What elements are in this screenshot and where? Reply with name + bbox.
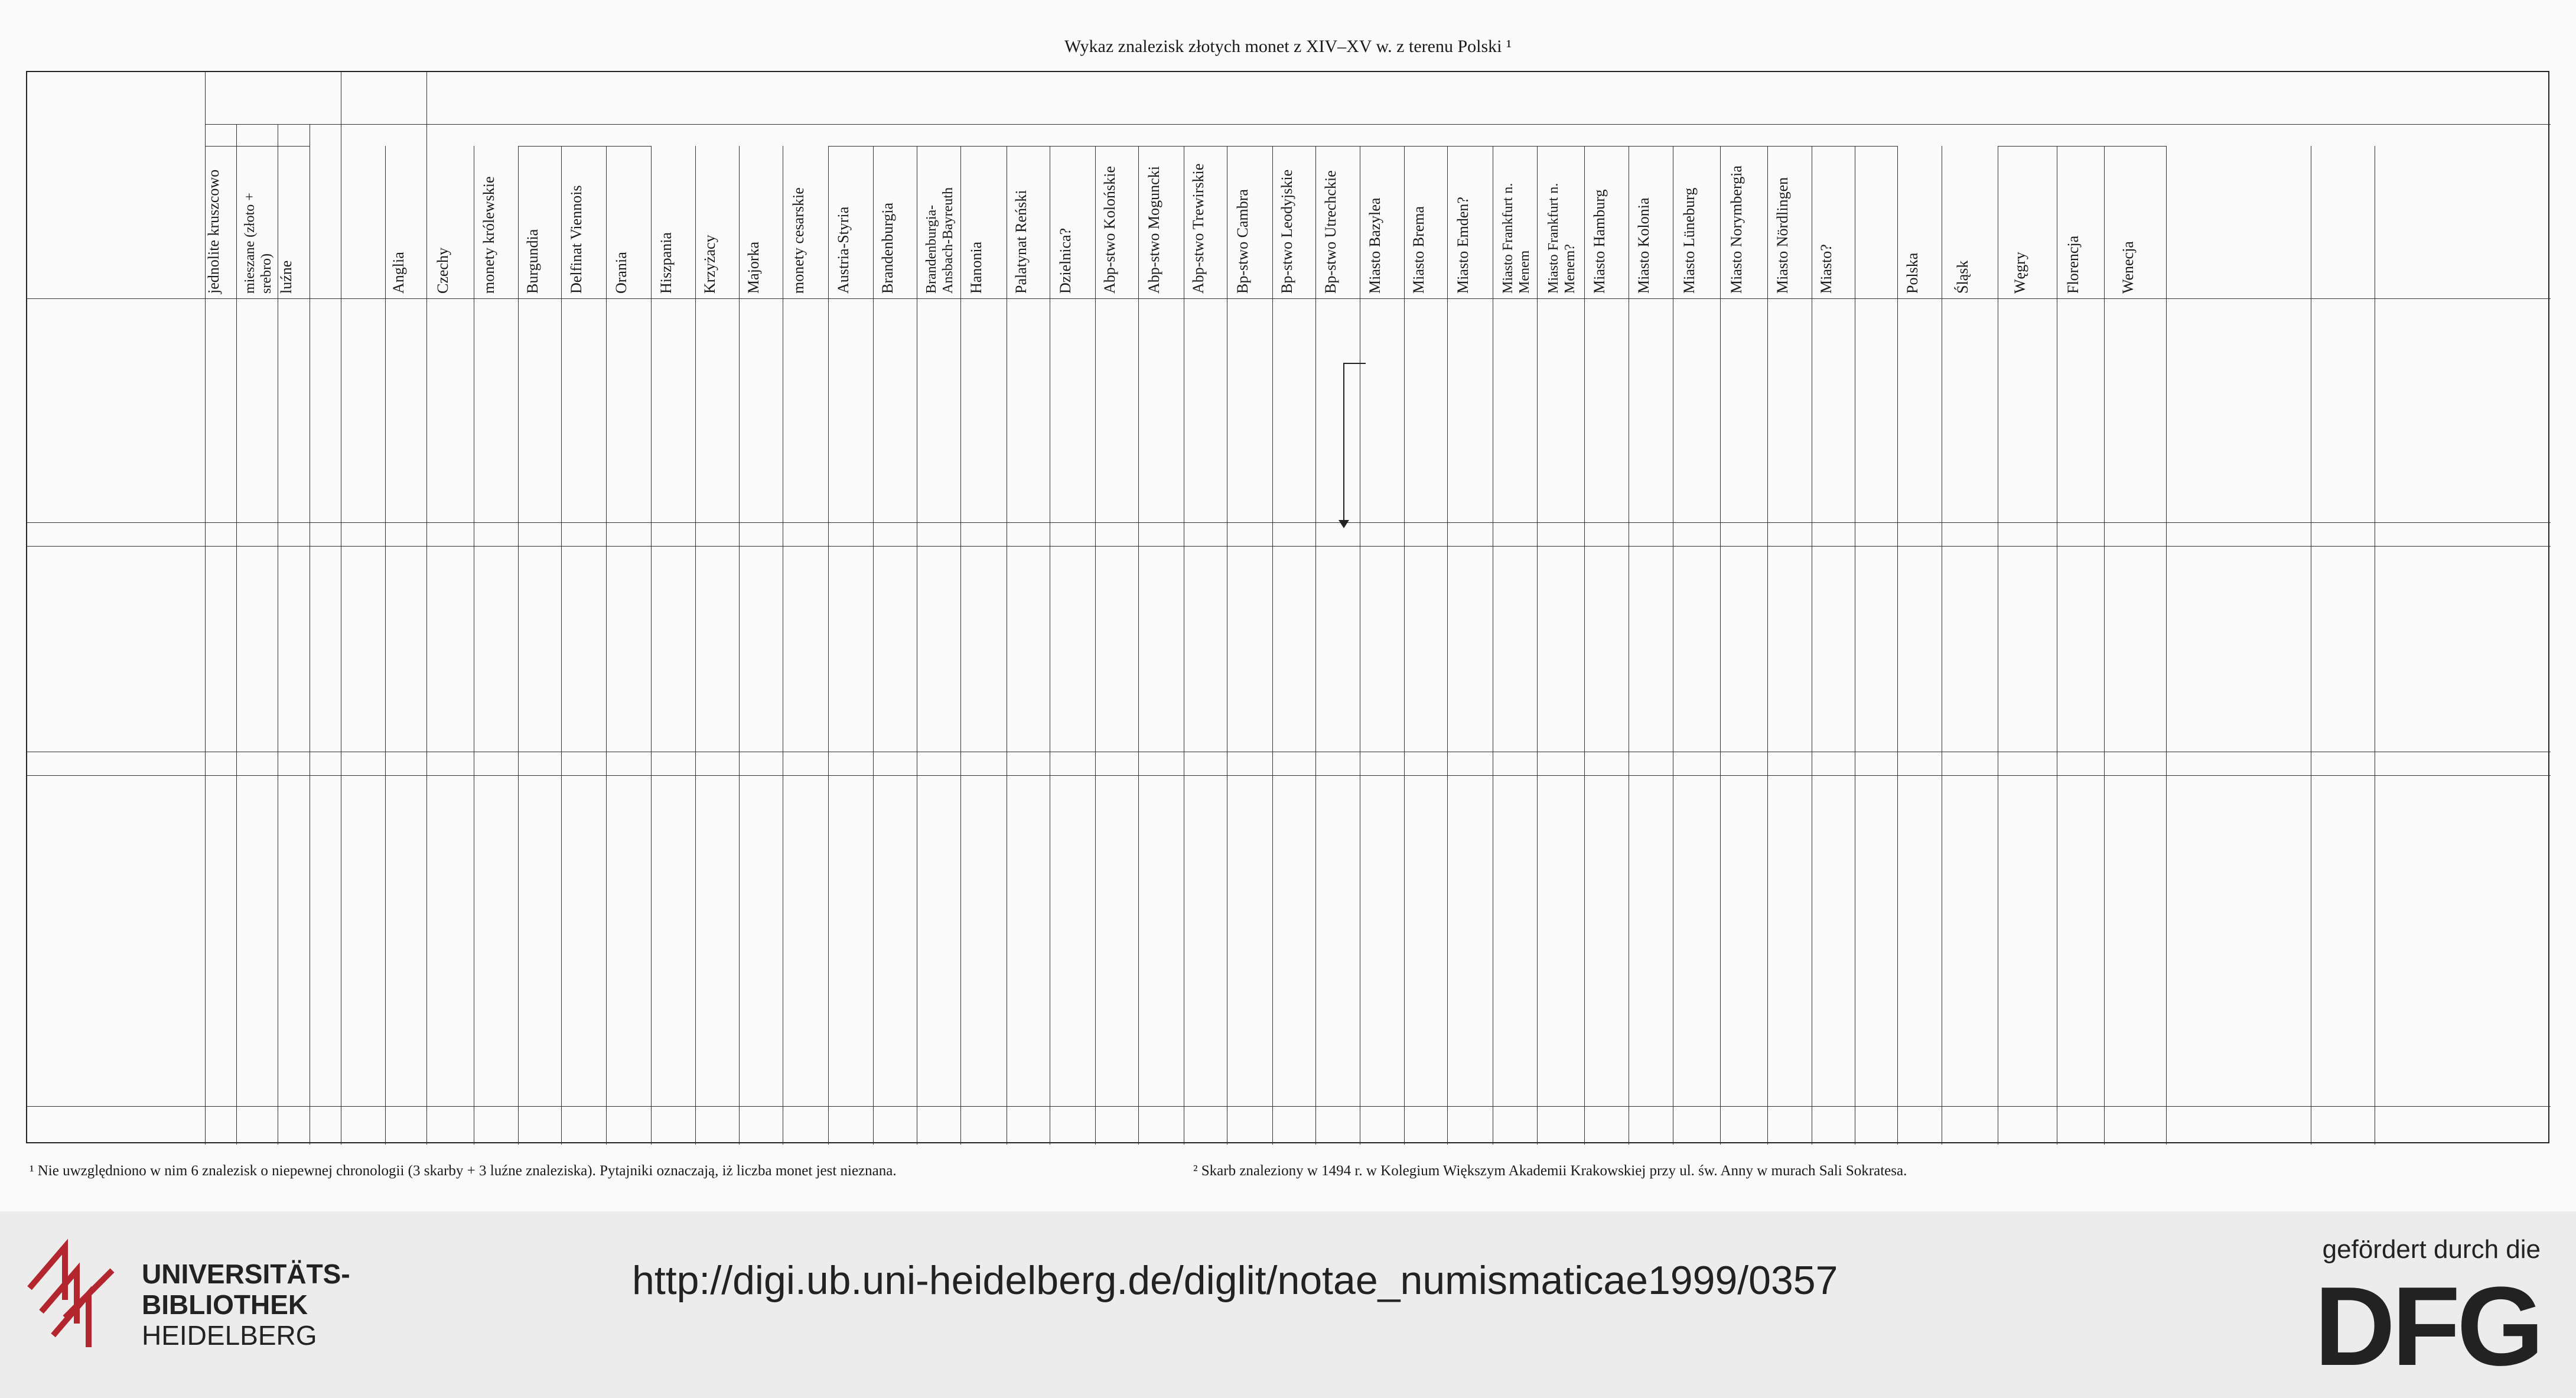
column-rule	[385, 146, 386, 1145]
rotated-header-text: Śląsk	[1953, 260, 1971, 294]
footer-bar	[0, 1211, 2576, 1398]
column-rule	[1315, 146, 1316, 1145]
rotated-header-text: Polska	[1903, 252, 1921, 294]
source-url-link[interactable]: http://digi.ub.uni-heidelberg.de/diglit/notae_numismaticae1999/0357	[632, 1258, 1838, 1303]
rotated-header-text: Miasto Lüneburg	[1681, 187, 1698, 294]
sponsor-block	[2314, 1235, 2541, 1389]
rotated-header-text: Palatynat Reński	[1012, 190, 1030, 294]
rotated-header-text: Austria-Styria	[835, 206, 852, 294]
rotated-header-text: Miasto Bazylea	[1366, 197, 1383, 294]
column-rule	[1138, 146, 1139, 1145]
rotated-header-text: Dzielnica?	[1056, 227, 1074, 294]
rotated-header-text: Wenecja	[2119, 241, 2137, 294]
column-rule	[739, 146, 740, 1145]
rotated-header-text: Abp-stwo Trewirskie	[1189, 163, 1207, 294]
rotated-header-text: Abp-stwo Kolońskie	[1100, 166, 1118, 294]
column-rule	[651, 146, 652, 1145]
rotated-header-text: Miasto?	[1817, 244, 1835, 294]
dfg-logo: DFG	[2314, 1264, 2541, 1389]
rotated-header-text: Orania	[613, 252, 630, 294]
rotated-header-text: Abp-stwo Moguncki	[1145, 166, 1162, 294]
rotated-header-text: Miasto Nördlingen	[1773, 177, 1791, 294]
column-rule	[873, 146, 874, 1145]
rotated-header-text: Hanonia	[968, 241, 985, 294]
rule-francja	[518, 146, 651, 147]
rotated-header-text: Bp-stwo Leodyjskie	[1278, 169, 1295, 294]
footnote-2: ² Skarb znaleziony w 1494 r. w Kolegium Większym Akademii Krakowskiej przy ul. św. Anny w murach Sali Sokratesa.	[1193, 1163, 1907, 1179]
library-emblem-icon	[24, 1235, 124, 1353]
column-rule	[236, 124, 237, 1145]
rotated-header-text: Brandenburgia-Ansbach-Bayreuth	[924, 187, 956, 294]
column-rule	[960, 146, 961, 1145]
rotated-header-text: Miasto Frankfurt n. Menem?	[1546, 183, 1578, 294]
column-rule	[1584, 146, 1585, 1145]
library-name-line3: HEIDELBERG	[142, 1320, 317, 1351]
column-rule	[1720, 146, 1721, 1145]
data-table	[26, 71, 2549, 1143]
column-rule	[518, 146, 519, 1145]
rotated-header-text: Krzyżacy	[701, 235, 718, 294]
page-title: Wykaz znalezisk złotych monet z XIV–XV w. z terenu Polski ¹	[1064, 37, 1512, 56]
column-rule	[2166, 146, 2167, 1145]
column-rule	[1447, 146, 1448, 1145]
rotated-header-text: Hiszpania	[657, 232, 675, 294]
rotated-header-text: Bp-stwo Utrechckie	[1321, 170, 1339, 294]
footnote-1: ¹ Nie uwzględniono w nim 6 znalezisk o niepewnej chronologii (3 skarby + 3 luźne znaleziska). Pytajniki oznaczają, iż liczba monet jest nieznana.	[30, 1163, 897, 1179]
column-rule	[1537, 146, 1538, 1145]
rotated-header-text: Florencja	[2064, 235, 2082, 294]
library-name-line2: BIBLIOTHEK	[142, 1289, 308, 1320]
rotated-header-text: Anglia	[390, 252, 407, 294]
library-logo	[24, 1235, 378, 1377]
rotated-header-text: monety królewskie	[480, 176, 497, 294]
rotated-header-text: Brandenburgia	[879, 202, 896, 294]
rotated-header-text: jednolite kruszcowo	[204, 169, 222, 294]
rotated-header-text: Miasto Emden?	[1454, 197, 1471, 294]
column-rule	[2104, 146, 2105, 1145]
rotated-header-text: Miasto Norymbergia	[1728, 165, 1745, 294]
rotated-header-text: luźne	[278, 260, 295, 294]
rule-niemcy	[828, 146, 1897, 147]
column-rule	[1095, 146, 1096, 1145]
rotated-header-text: Burgundia	[523, 229, 541, 294]
column-rule	[606, 146, 607, 1145]
rule-razem-centrum-top	[27, 1106, 2551, 1107]
column-rule	[1767, 146, 1768, 1145]
rotated-header-text: Bp-stwo Cambra	[1233, 189, 1251, 294]
rule-razem-zachod-bottom	[27, 546, 2551, 547]
column-rule	[1272, 146, 1273, 1145]
rotated-header-text: Delfinat Viennois	[568, 185, 585, 294]
column-rule	[828, 146, 829, 1145]
rotated-header-text: monety cesarskie	[789, 187, 807, 294]
rotated-header-text: Węgry	[2011, 252, 2028, 294]
rule-header-bottom	[27, 298, 2551, 299]
rule-skarby	[205, 146, 310, 147]
column-rule	[1404, 146, 1405, 1145]
annotation-bracket	[1343, 363, 1366, 526]
rule-razem-polnoc-bottom	[27, 775, 2551, 776]
arrow-down-icon	[1339, 520, 1349, 528]
library-name-line1: UNIVERSITÄTS-	[142, 1259, 350, 1289]
rotated-header-text: Miasto Hamburg	[1590, 189, 1608, 294]
rotated-header-text: Miasto Frankfurt n. Menem	[1500, 183, 1532, 294]
column-rule	[1897, 146, 1898, 1145]
sponsor-text: gefördert durch die	[2322, 1235, 2541, 1264]
rotated-header-text: mieszane (złoto + srebro)	[242, 193, 274, 294]
rule-wlochy	[1998, 146, 2166, 147]
column-rule	[695, 146, 696, 1145]
rule-razem-zachod-top	[27, 522, 2551, 523]
rotated-header-text: Majorka	[745, 241, 762, 294]
rotated-header-text: Miasto Kolonia	[1634, 197, 1652, 294]
column-rule-wiek	[426, 72, 427, 1145]
row-rule	[205, 124, 2551, 125]
rotated-header-text: Czechy	[434, 248, 451, 294]
rotated-header-text: Miasto Brema	[1409, 206, 1427, 294]
column-rule	[561, 146, 562, 1145]
